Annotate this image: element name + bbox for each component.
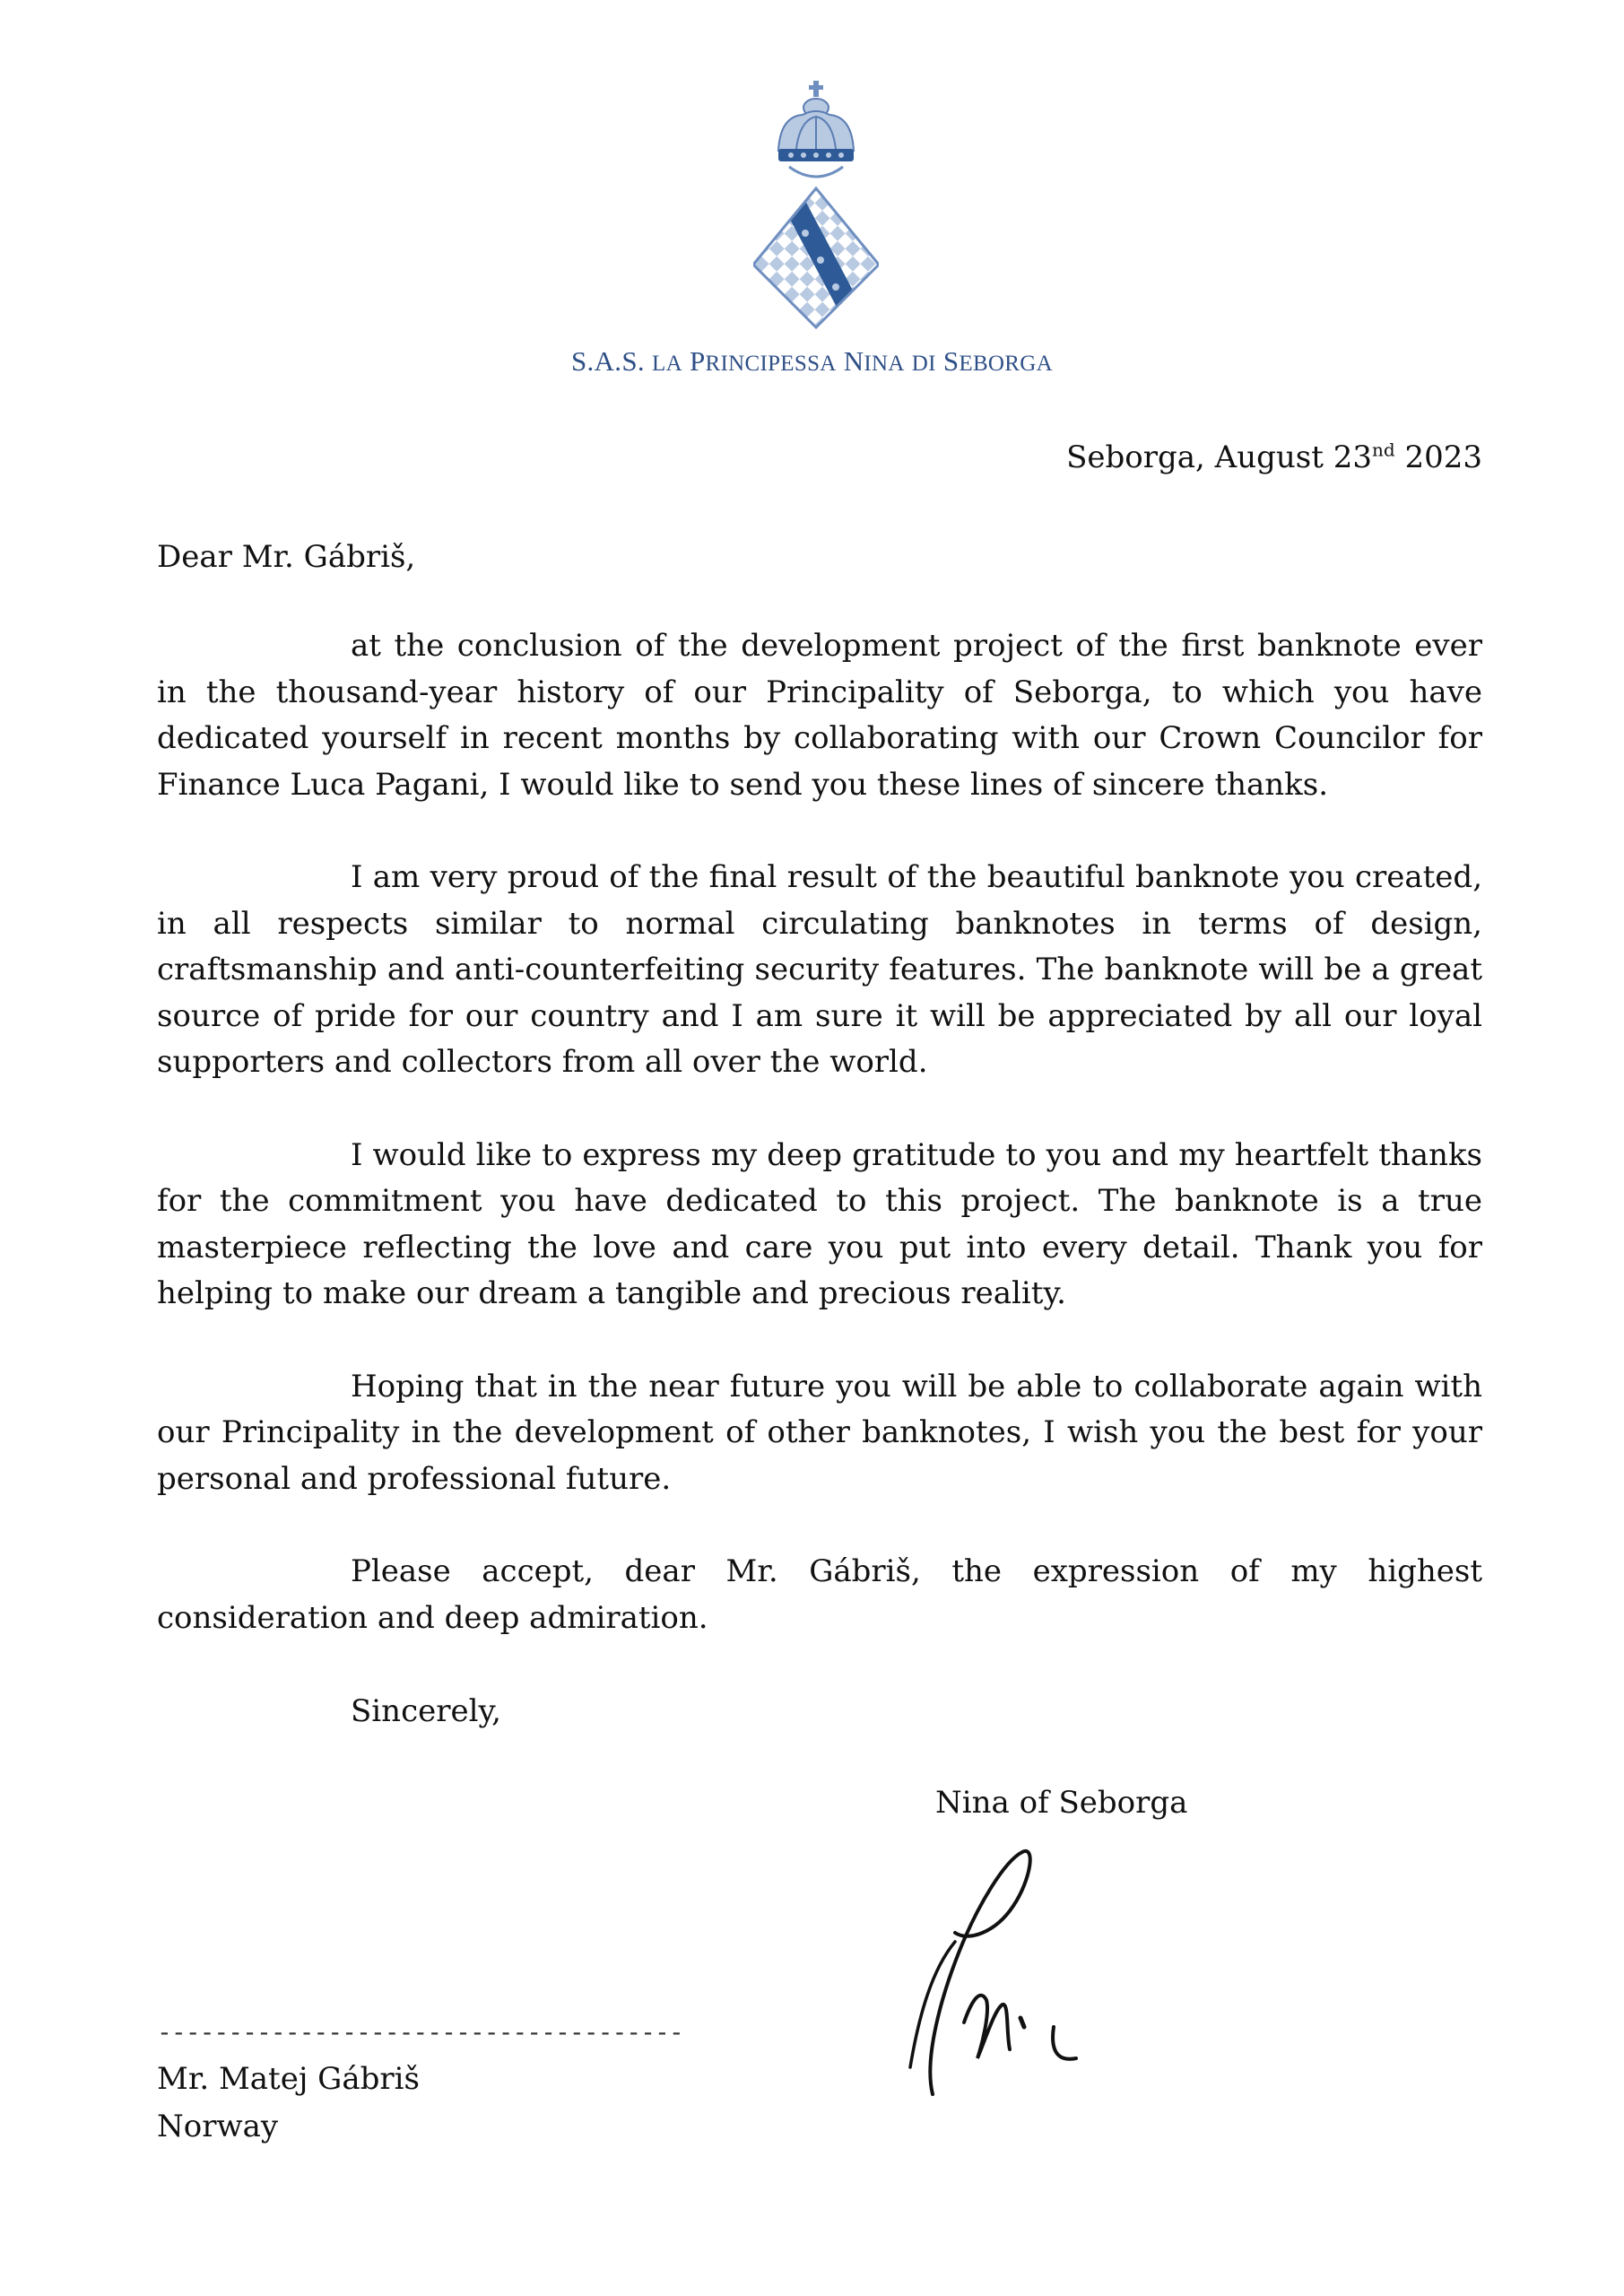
date-prefix: Seborga, August 23 <box>1066 439 1372 475</box>
letterhead-n: N <box>843 345 864 377</box>
handwritten-signature <box>906 1834 1112 2103</box>
paragraph: Please accept, dear Mr. Gábriš, the expression of my highest consideration and deep admiration. <box>157 1553 1482 1636</box>
letterhead-n-rest: INA <box>864 352 905 376</box>
paragraph: Hoping that in the near future you will be able to collaborate again with our Principality in the development of other banknotes, I wish you the best for your personal and professional future. <box>157 1368 1482 1497</box>
paragraph: I am very proud of the final result of the beautiful banknote you created, in all respects similar to normal circulating banknotes in terms of design, craftsmanship and anti-counterfeiting security features. The banknote will be a great source of pride for our country and I am sure it will be appreciated by all our loyal supporters and collectors from all over the world. <box>157 859 1482 1080</box>
letterhead-s: S <box>942 345 960 377</box>
paragraph: I would like to express my deep gratitude to you and my heartfelt thanks for the commitment you have dedicated to this project. The banknote is a true masterpiece reflecting the love and care you put into every detail. Thank you for helping to make our dream a tangible and precious reality. <box>157 1136 1482 1311</box>
letter-body <box>157 623 1482 1688</box>
recipient-name: Mr. Matej Gábriš <box>157 2061 420 2097</box>
closing: Sincerely, <box>351 1693 501 1729</box>
paragraph: at the conclusion of the development project of the first banknote ever in the thousand-year history of our Principality of Seborga, to which you have dedicated yourself in recent months by collaborating with our Crown Councilor for Finance Luca Pagani, I would like to send you these lines of sincere thanks. <box>157 628 1482 803</box>
letter-date <box>1066 437 1482 478</box>
letterhead-p: P <box>690 345 706 377</box>
royal-crest-icon <box>753 81 879 332</box>
salutation: Dear Mr. Gábriš, <box>157 539 416 575</box>
recipient-country: Norway <box>157 2109 279 2144</box>
date-suffix: nd <box>1371 439 1395 461</box>
signature-line: ------------------------------------- <box>157 2017 683 2047</box>
letterhead-la: LA <box>652 352 682 376</box>
letterhead-p-rest: RINCIPESSA <box>705 352 837 376</box>
signer-name: Nina of Seborga <box>935 1785 1188 1821</box>
letterhead-s-rest: EBORGA <box>959 352 1053 376</box>
letterhead-prefix: S.A.S. <box>571 345 645 377</box>
date-year: 2023 <box>1394 439 1482 475</box>
letterhead-title <box>0 344 1624 382</box>
letterhead-di: DI <box>911 352 936 376</box>
